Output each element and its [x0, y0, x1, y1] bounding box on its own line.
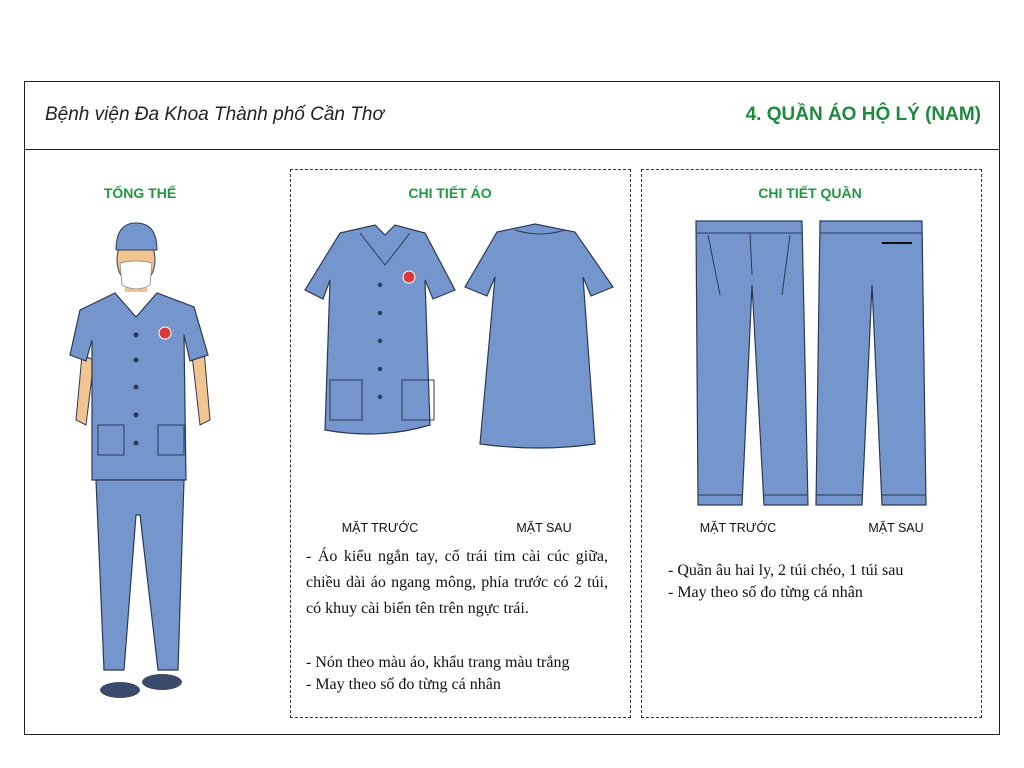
- pants-description: [668, 560, 968, 604]
- shirt-front-drawing: [305, 225, 455, 455]
- pants-front-drawing: [696, 215, 808, 507]
- shirt-notes: [306, 652, 608, 696]
- shirt-desc-line-2: - Nón theo màu áo, khẩu trang màu trắng: [306, 654, 570, 671]
- shirt-back-drawing: [465, 222, 615, 452]
- hospital-name: Bệnh viện Đa Khoa Thành phố Cần Thơ: [45, 104, 384, 125]
- pants-desc-line-2: - May theo số đo từng cá nhân: [668, 584, 863, 601]
- shirt-desc-line-1: - Áo kiểu ngắn tay, cổ trái tim cài cúc giữa, chiều dài áo ngang mông, phía trước có 2 túi, có khuy cài biển tên trên ngực trái.: [306, 548, 608, 617]
- pants-back-drawing: [816, 215, 928, 507]
- pants-title: CHI TIẾT QUẦN: [758, 185, 862, 201]
- shirt-title: CHI TIẾT ÁO: [408, 185, 492, 201]
- pants-front-caption: MẶT TRƯỚC: [699, 521, 777, 535]
- pants-detail-box: [641, 169, 982, 718]
- pants-desc-line-1: - Quần âu hai ly, 2 túi chéo, 1 túi sau: [668, 562, 904, 579]
- shirt-description: [306, 544, 608, 622]
- person-figure: [60, 215, 230, 710]
- section-code: 4. QUẦN ÁO HỘ LÝ (NAM): [745, 104, 981, 125]
- header-bar: [25, 82, 999, 150]
- shirt-front-caption: MẶT TRƯỚC: [341, 521, 419, 535]
- shirt-back-caption: MẶT SAU: [516, 521, 572, 535]
- overall-title: TỔNG THỂ: [103, 185, 177, 201]
- pants-back-caption: MẶT SAU: [868, 521, 924, 535]
- shirt-desc-line-3: - May theo số đo từng cá nhân: [306, 676, 501, 693]
